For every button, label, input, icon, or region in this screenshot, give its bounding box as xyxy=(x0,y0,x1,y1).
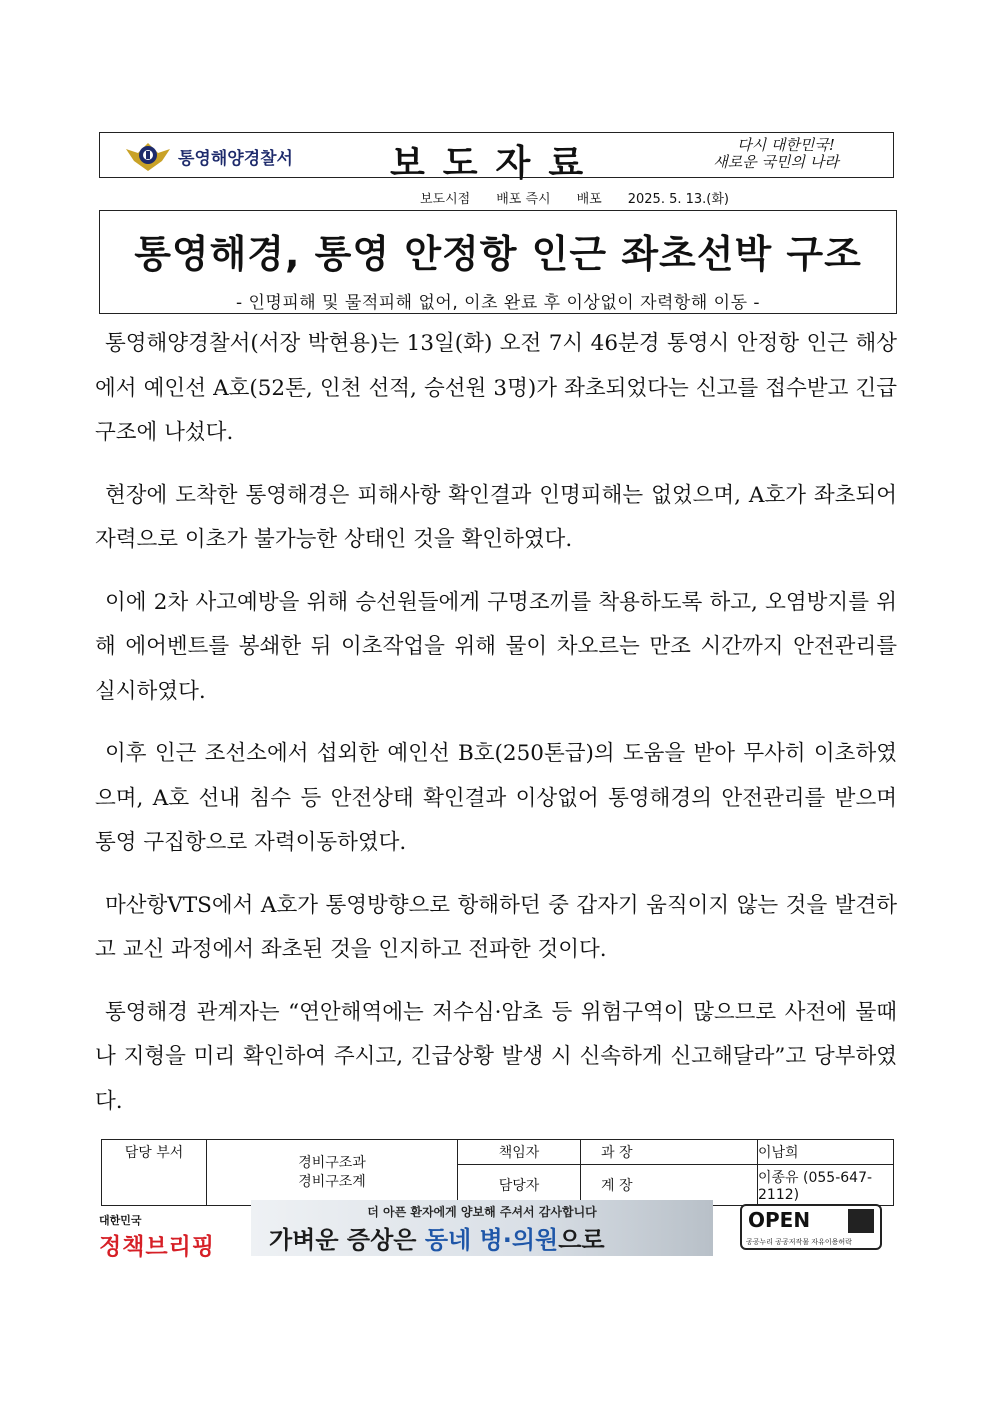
release-date-label: 배포 xyxy=(576,192,602,207)
banner-main-b: 동네 병·의원 xyxy=(424,1226,559,1254)
attribution-icon xyxy=(848,1209,874,1233)
open-license-logo xyxy=(740,1204,882,1250)
article-body xyxy=(95,322,897,1142)
brand-small: 대한민국 xyxy=(99,1214,142,1227)
table-row xyxy=(102,1140,894,1165)
name-value: 이종유 (055-647-2112) xyxy=(758,1170,873,1203)
policy-briefing-logo xyxy=(99,1212,215,1261)
brand-large: 정책브리핑 xyxy=(99,1234,216,1260)
coast-guard-emblem-icon xyxy=(124,139,172,173)
release-time-label: 보도시점 xyxy=(420,192,471,207)
paragraph: 이후 인근 조선소에서 섭외한 예인선 B호(250톤급)의 도움을 받아 무사히 이초하였으며, A호 선내 침수 등 안전상태 확인결과 이상없어 통영해경의 안전관리를 받으며 통영 구집항으로 자력이동하였다. xyxy=(95,741,897,855)
release-time-value: 배포 즉시 xyxy=(496,192,551,207)
campaign-banner xyxy=(251,1200,713,1256)
dept-line-2: 경비구조계 xyxy=(298,1173,366,1190)
slogan xyxy=(681,137,871,171)
headline-title: 통영해경, 통영 안정항 인근 좌초선박 구조 xyxy=(134,232,862,276)
banner-top-text: 더 아픈 환자에게 양보해 주셔서 감사합니다 xyxy=(367,1205,597,1219)
position-cell: 계 장 xyxy=(581,1165,758,1206)
press-release-header xyxy=(99,132,894,184)
banner-main-text xyxy=(269,1220,605,1255)
paragraph: 이에 2차 사고예방을 위해 승선원들에게 구명조끼를 착용하도록 하고, 오염방지를 위해 에어벤트를 봉쇄한 뒤 이초작업을 위해 물이 차오르는 만조 시간까지 안전관리를 실시하였다. xyxy=(95,589,897,704)
role-cell: 책임자 xyxy=(458,1140,581,1165)
name-value: 이남희 xyxy=(758,1145,799,1161)
position-cell: 과 장 xyxy=(581,1140,758,1165)
org-block xyxy=(124,139,293,173)
slogan-line-1: 다시 대한민국! xyxy=(737,136,835,154)
banner-main-c: 으로 xyxy=(558,1226,605,1254)
press-release-title: 보도자료 xyxy=(390,142,602,184)
paragraph: 현장에 도착한 통영해경은 피해사항 확인결과 인명피해는 없었으며, A호가 좌초되어 자력으로 이초가 불가능한 상태인 것을 확인하였다. xyxy=(95,482,897,552)
open-bottom-text: 공공누리 공공저작물 자유이용허락 xyxy=(746,1238,852,1246)
release-info xyxy=(420,188,729,207)
open-text: OPEN xyxy=(748,1208,811,1232)
slogan-line-2: 새로운 국민의 나라 xyxy=(713,153,839,171)
org-name: 통영해양경찰서 xyxy=(178,148,293,169)
banner-main-a: 가벼운 증상은 xyxy=(269,1226,425,1254)
paragraph: 통영해양경찰서(서장 박현용)는 13일(화) 오전 7시 46분경 통영시 안정항 인근 해상에서 예인선 A호(52톤, 인천 선적, 승선원 3명)가 좌초되었다는 신고를 접수받고 긴급 구조에 나섰다. xyxy=(95,331,897,445)
release-date-value: 2025. 5. 13.(화) xyxy=(627,192,729,207)
paragraph: 마산항VTS에서 A호가 통영방향으로 항해하던 중 갑자기 움직이지 않는 것을 발견하고 교신 과정에서 좌초된 것을 인지하고 전파한 것이다. xyxy=(95,892,897,962)
dept-line-1: 경비구조과 xyxy=(298,1154,366,1171)
dept-label: 담당 부서 xyxy=(102,1140,207,1206)
name-cell xyxy=(758,1140,894,1165)
paragraph: 통영해경 관계자는 “연안해역에는 저수심·암초 등 위험구역이 많으므로 사전에 물때나 지형을 미리 확인하여 주시고, 긴급상황 발생 시 신속하게 신고해달라”고 당부하였다. xyxy=(95,999,897,1114)
footer xyxy=(0,1196,992,1262)
role-cell: 담당자 xyxy=(458,1165,581,1206)
headline-subtitle: - 인명피해 및 물적피해 없어, 이초 완료 후 이상없이 자력항해 이동 - xyxy=(235,293,761,313)
headline-box xyxy=(99,210,897,314)
